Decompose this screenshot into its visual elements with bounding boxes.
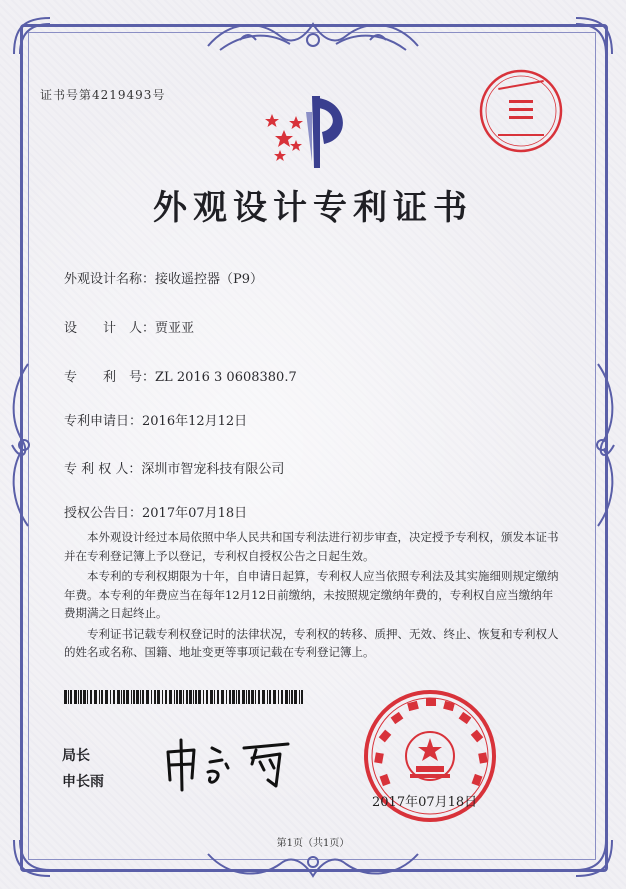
field-label: 专 利 号： [64, 370, 156, 385]
barcode-bar [206, 690, 208, 704]
barcode-bar [133, 690, 135, 704]
barcode-bar [281, 690, 283, 704]
bottom-ornament [200, 848, 426, 884]
barcode-bar [273, 690, 276, 704]
barcode-bar [78, 690, 79, 704]
barcode-bar [83, 690, 86, 704]
issue-date: 2017年07月18日 [372, 795, 478, 810]
barcode-bar [142, 690, 144, 704]
director-signature [160, 734, 310, 794]
barcode-bar [238, 690, 240, 704]
barcode-bar [262, 690, 265, 704]
body-paragraph: 本外观设计经过本局依照中华人民共和国专利法进行初步审查，决定授予专利权，颁发本证书并在专利登记簿上予以登记，专利权自授权公告之日起生效。 [64, 530, 559, 563]
field-value: 贾亚亚 [155, 321, 195, 336]
barcode-bar [94, 690, 97, 704]
barcode-bar [294, 690, 297, 704]
barcode-bar [64, 690, 67, 704]
barcode-bar [186, 690, 188, 704]
right-ornament [590, 360, 620, 530]
page-number: 第1页（共1页） [276, 838, 350, 849]
field-grant-date [64, 502, 247, 521]
barcode-bar [248, 690, 250, 704]
barcode [64, 690, 304, 704]
barcode-bar [278, 690, 279, 704]
barcode-bar [101, 690, 103, 704]
agency-seal-small [476, 66, 566, 156]
field-application-date [64, 410, 247, 429]
signatory-role: 局长 [62, 748, 90, 764]
barcode-bar [154, 690, 156, 704]
barcode-bar [121, 690, 122, 704]
patent-office-logo [262, 92, 362, 172]
barcode-bar [195, 690, 197, 704]
barcode-bar [176, 690, 178, 704]
barcode-bar [113, 690, 115, 704]
field-value: 2017年07月18日 [142, 506, 248, 521]
barcode-bar [229, 690, 231, 704]
field-label: 设 计 人： [64, 321, 156, 336]
barcode-bar [189, 690, 192, 704]
barcode-bar [117, 690, 120, 704]
certificate-number: 证书号第4219493号 [40, 88, 166, 102]
barcode-bar [203, 690, 204, 704]
body-paragraph: 专利证书记载专利权登记时的法律状况，专利权的转移、质押、无效、终止、恢复和专利权人的姓名或名称、国籍、地址变更等事项记载在专利登记簿上。 [64, 626, 559, 659]
barcode-bar [210, 690, 213, 704]
field-label: 授权公告日： [64, 506, 143, 521]
barcode-bar [165, 690, 167, 704]
field-patent-number [64, 366, 297, 385]
field-patentee [64, 458, 284, 477]
barcode-bar [285, 690, 288, 704]
certificate-title: 外观设计专利证书 [153, 188, 473, 228]
barcode-bar [214, 690, 215, 704]
field-value: 接收遥控器（P9） [155, 272, 264, 287]
field-label: 外观设计名称： [64, 272, 156, 287]
barcode-bar [136, 690, 139, 704]
barcode-bar [242, 690, 245, 704]
barcode-bar [236, 690, 237, 704]
field-designer [64, 317, 194, 336]
corner-ornament-tl [10, 14, 54, 58]
field-value: 2016年12月12日 [142, 414, 248, 429]
barcode-bar [74, 690, 77, 704]
barcode-bar [169, 690, 172, 704]
body-paragraph: 本专利的专利权期限为十年，自申请日起算，专利权人应当依照专利法及其实施细则规定缴纳年费。本专利的年费应当在每年12月12日前缴纳，未按照规定缴纳年费的，专利权自应当缴纳年费期满之日起终止。 [64, 569, 559, 620]
barcode-bar [226, 690, 227, 704]
barcode-bar [269, 690, 271, 704]
barcode-bar [221, 690, 224, 704]
barcode-bar [157, 690, 160, 704]
barcode-bar [105, 690, 108, 704]
corner-ornament-tr [572, 14, 616, 58]
barcode-bar [68, 690, 69, 704]
field-label: 专 利 权 人： [64, 462, 142, 477]
barcode-bar [174, 690, 175, 704]
barcode-bar [289, 690, 290, 704]
barcode-bar [140, 690, 141, 704]
barcode-bar [146, 690, 149, 704]
barcode-bar [87, 690, 88, 704]
barcode-bar [179, 690, 182, 704]
barcode-bar [99, 690, 100, 704]
barcode-bar [301, 690, 303, 704]
certificate-body [64, 528, 560, 664]
barcode-bar [183, 690, 184, 704]
barcode-bar [246, 690, 247, 704]
barcode-bar [251, 690, 254, 704]
barcode-bar [110, 690, 111, 704]
barcode-bar [258, 690, 260, 704]
field-label: 专利申请日： [64, 414, 143, 429]
barcode-bar [162, 690, 163, 704]
barcode-bar [131, 690, 132, 704]
barcode-bar [217, 690, 219, 704]
barcode-bar [123, 690, 125, 704]
barcode-bar [90, 690, 92, 704]
barcode-bar [267, 690, 268, 704]
barcode-bar [151, 690, 152, 704]
field-design-name [64, 268, 263, 287]
field-value: ZL 2016 3 0608380.7 [155, 370, 297, 385]
top-ornament [200, 14, 426, 58]
field-value: 深圳市智宠科技有限公司 [141, 462, 285, 477]
signatory-name: 申长雨 [62, 774, 104, 790]
left-ornament [6, 360, 36, 530]
barcode-bar [70, 690, 72, 704]
barcode-bar [255, 690, 256, 704]
barcode-bar [291, 690, 293, 704]
barcode-bar [193, 690, 194, 704]
barcode-bar [126, 690, 129, 704]
barcode-bar [80, 690, 82, 704]
barcode-bar [299, 690, 300, 704]
barcode-bar [198, 690, 201, 704]
barcode-bar [232, 690, 235, 704]
